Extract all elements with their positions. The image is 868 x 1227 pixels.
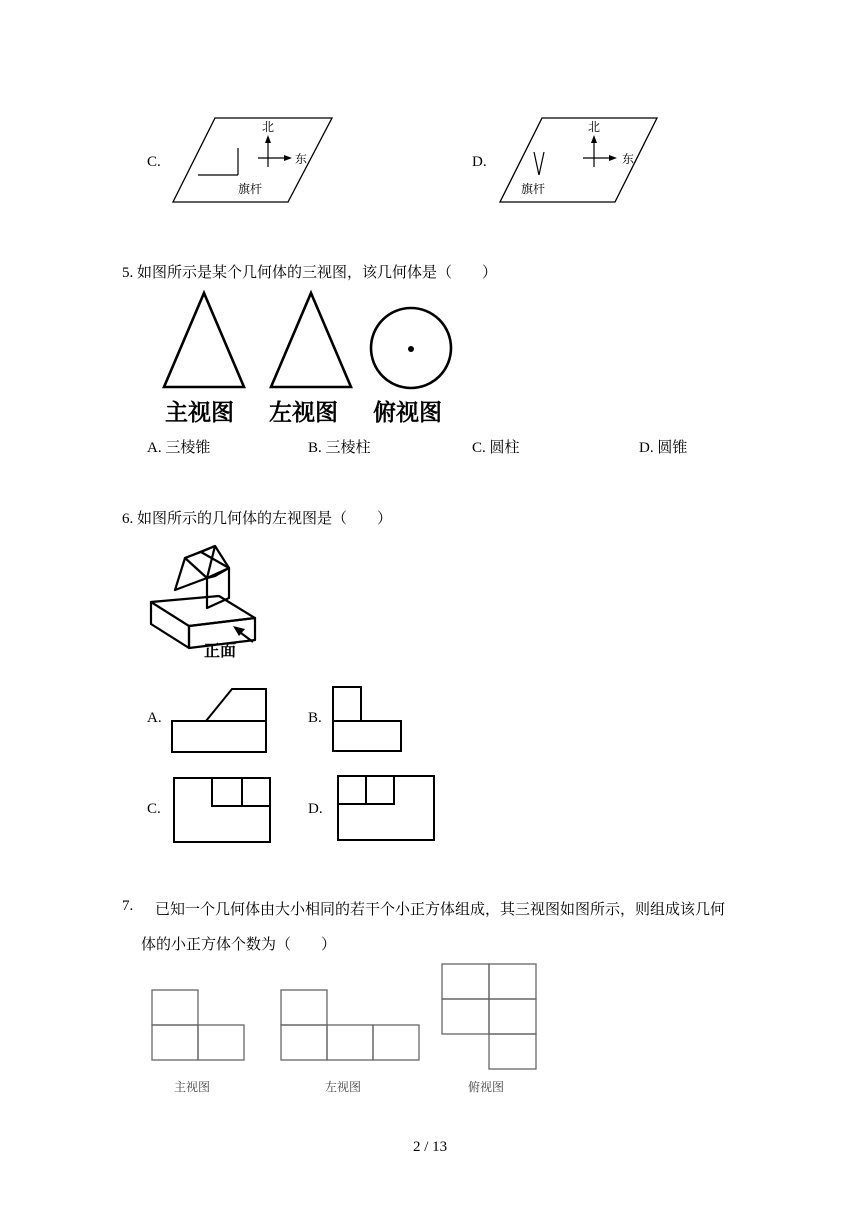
q5-option-d: D. 圆锥 — [639, 440, 688, 456]
q6-option-d-figure — [336, 774, 438, 844]
q6-option-c-figure — [172, 776, 274, 846]
q6-option-d-label: D. — [308, 801, 323, 817]
q7-front-view-grid — [151, 989, 247, 1063]
q5-top-view-circle — [369, 306, 455, 392]
q7-left-view-grid — [280, 989, 422, 1063]
q4-d-east-label: 东 — [622, 152, 635, 166]
q6-front-label: 正面 — [204, 641, 237, 660]
q7-caption-top: 俯视图 — [468, 1080, 505, 1094]
page-number: 2 / 13 — [413, 1139, 448, 1155]
q6-option-b-label: B. — [308, 710, 322, 726]
q4-d-north-label: 北 — [588, 120, 601, 134]
q5-left-view-triangle — [267, 290, 357, 392]
q4-option-d-label: D. — [472, 154, 487, 170]
q7-number: 7. — [122, 898, 134, 914]
q4-option-c-label: C. — [147, 154, 161, 170]
q6-stem: 6. 如图所示的几何体的左视图是（ ） — [122, 511, 393, 527]
q5-caption-top: 俯视图 — [373, 400, 442, 426]
q4-c-north-label: 北 — [262, 120, 275, 134]
q5-caption-front: 主视图 — [165, 400, 234, 426]
q6-option-a-figure — [170, 687, 270, 755]
q6-option-b-figure — [331, 685, 403, 755]
q4-d-flag-label: 旗杆 — [521, 182, 546, 196]
q5-front-view-triangle — [160, 290, 250, 392]
q4-c-east-label: 东 — [295, 152, 308, 166]
q6-option-a-label: A. — [147, 710, 162, 726]
q5-caption-left: 左视图 — [269, 400, 338, 426]
q6-option-c-label: C. — [147, 801, 161, 817]
q4-c-flag-label: 旗杆 — [238, 182, 263, 196]
q5-option-a: A. 三棱锥 — [147, 440, 211, 456]
q7-stem-line1: 已知一个几何体由大小相同的若干个小正方体组成，其三视图如图所示，则组成该几何 — [155, 902, 726, 918]
q7-top-view-grid — [441, 963, 539, 1073]
q7-stem-line2: 体的小正方体个数为（ ） — [141, 937, 337, 953]
q7-caption-left: 左视图 — [325, 1080, 362, 1094]
q5-option-c: C. 圆柱 — [472, 440, 520, 456]
q7-caption-front: 主视图 — [174, 1080, 211, 1094]
q5-stem: 5. 如图所示是某个几何体的三视图，该几何体是（ ） — [122, 265, 498, 281]
q5-option-b: B. 三棱柱 — [308, 440, 371, 456]
